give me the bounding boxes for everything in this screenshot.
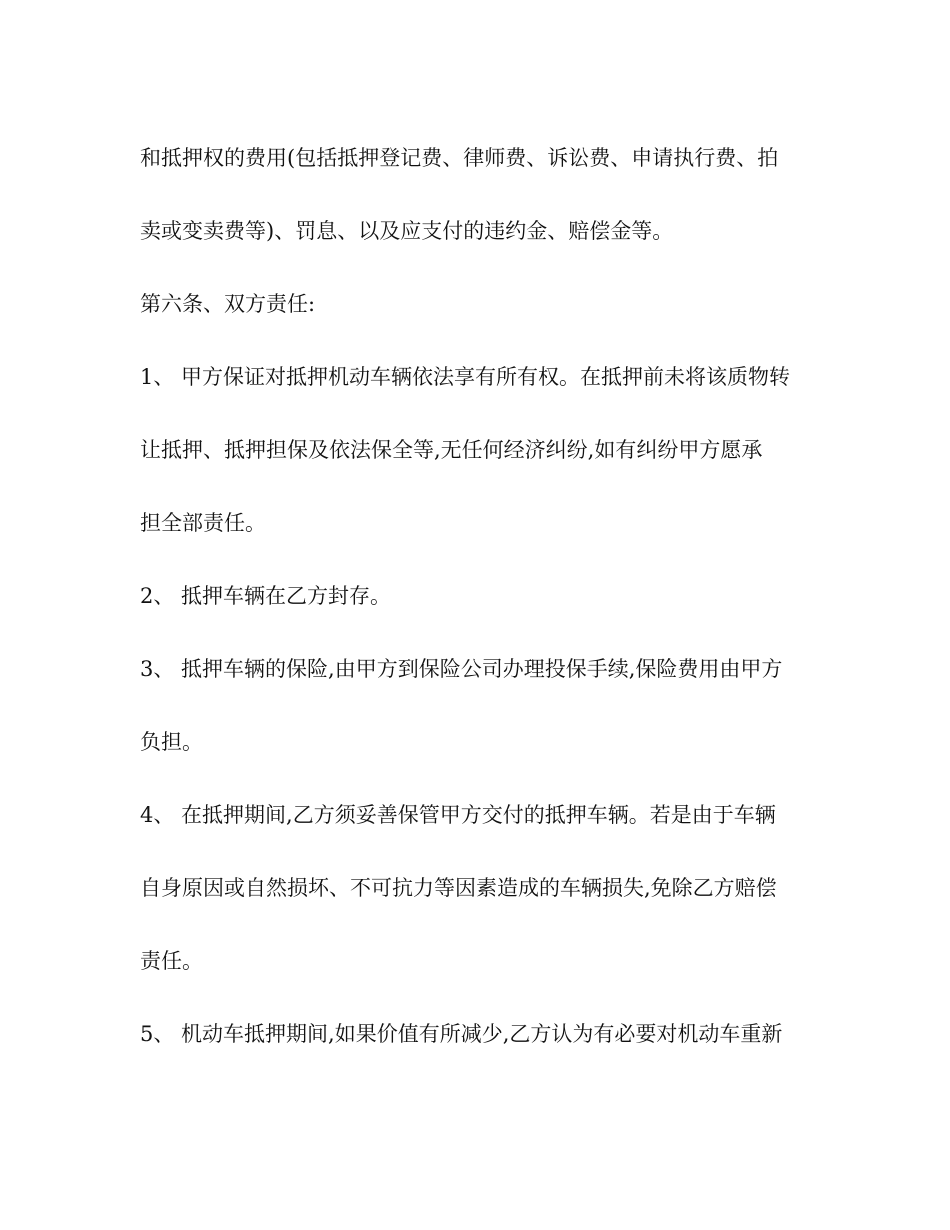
clause-line: 3、 抵押车辆的保险,由甲方到保险公司办理投保手续,保险费用由甲方 <box>140 657 783 681</box>
text-line: 卖或变卖费等)、罚息、以及应支付的违约金、赔偿金等。 <box>140 219 674 243</box>
clause-line: 5、 机动车抵押期间,如果价值有所减少,乙方认为有必要对机动车重新 <box>140 1022 783 1046</box>
clause-line: 4、 在抵押期间,乙方须妥善保管甲方交付的抵押车辆。若是由于车辆 <box>140 803 776 827</box>
text-line: 和抵押权的费用(包括抵押登记费、律师费、诉讼费、申请执行费、拍 <box>140 146 779 170</box>
text-line: 责任。 <box>140 949 203 973</box>
text-line: 负担。 <box>140 730 203 754</box>
text-line: 让抵押、抵押担保及依法保全等,无任何经济纠纷,如有纠纷甲方愿承 <box>140 438 763 462</box>
text-line: 自身原因或自然损坏、不可抗力等因素造成的车辆损失,免除乙方赔偿 <box>140 876 777 900</box>
clause-line: 2、 抵押车辆在乙方封存。 <box>140 584 392 608</box>
text-line: 担全部责任。 <box>140 511 266 535</box>
clause-line: 1、 甲方保证对抵押机动车辆依法享有所有权。在抵押前未将该质物转 <box>140 365 791 389</box>
section-heading: 第六条、双方责任: <box>140 292 316 316</box>
